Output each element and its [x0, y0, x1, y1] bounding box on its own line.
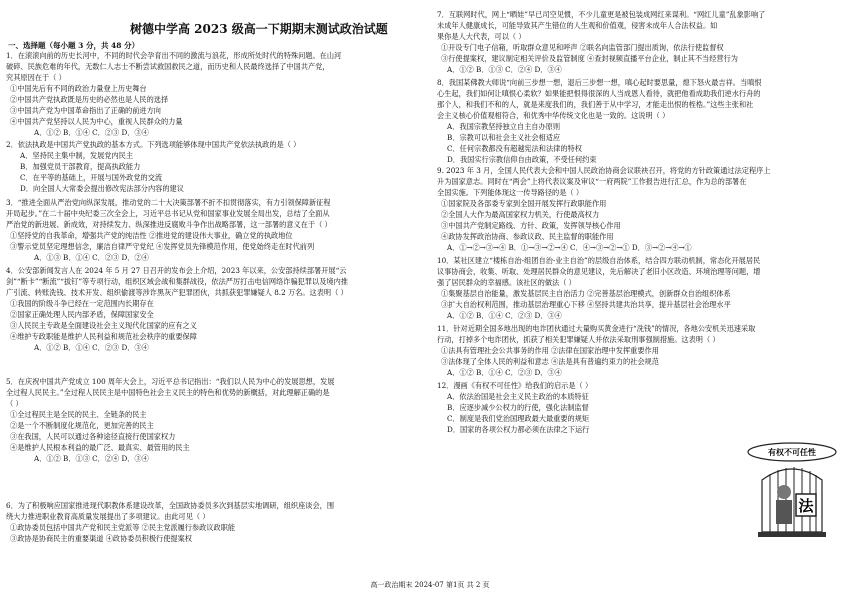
question-text: 11．针对近期全国多地出现的电诈团伙通过大量购买黄金进行“洗钱”的情况，各地公安机关迅速采取	[437, 324, 756, 333]
option: C．任何宗教都没有超越宪法和法律的特权	[447, 144, 582, 153]
question-text: 6．为了积极响应国家推进现代职教体系建设改革，全国政协委员多次到基层实地调研，组织座谈会，围	[6, 501, 335, 510]
statement: ①法具有管理社会公共事务的作用 ②法律在国家治理中发挥重要作用	[441, 346, 659, 355]
statement: ①中国先后有不同的政治力量登上历史舞台	[10, 84, 147, 93]
statement: ②是一个不断制度化规范化，更加完善的民主	[10, 421, 154, 430]
question-text: 严治党的新进展、新成效，对持续发力、纵深推进反腐败斗争作出战略部署，这一部署的意义在于（ ）	[6, 220, 332, 229]
option: A．依法治国是社会主义民主政治的本质特征	[447, 392, 589, 401]
question-text: 开局起步。”在二十届中央纪委三次全会上，习近平总书记从党和国家事业发展全局出发，总结了全面从	[6, 209, 330, 218]
statement: ④维护专政职能是维护人民利益和规范社会秩序的重要保障	[10, 332, 197, 341]
statement: ④是维护人民根本利益的最广泛、最真实、最管用的民主	[10, 443, 190, 452]
question-text: 1．在滚滚向前的历史长河中，不同的时代会孕育出不同的激流与浪花，形成所处时代的特殊问题。在山河	[6, 51, 342, 60]
statement: ③在我国，人民可以通过各种途径直接行使国家权力	[10, 432, 176, 441]
option: D．向全国人大常委会提出修改宪法部分内容的建议	[20, 184, 184, 193]
statement: ③人民民主专政是全面建设社会主义现代化国家的应有之义	[10, 321, 197, 330]
exam-title: 树德中学高 2023 级高一下期期末测试政治试题	[130, 22, 388, 36]
section-heading: 一、选择题（每小题 3 分，共 48 分）	[8, 41, 140, 50]
statement: ③警示党员坚定理想信念，廉洁自律严守党纪 ④发挥党员先锋模范作用，使党始终走在时代前列	[10, 242, 315, 251]
statement: ③中国共产党为中国革命指出了正确的前进方向	[10, 106, 161, 115]
question-text: 升为国家意志。同时在“两会”上将代表议案及审议“一府两院”工作报告进行汇总，作为总的部署在	[437, 177, 747, 186]
statement: ①集聚基层自治能量，激发基层民主自治活力 ②完善基层治理模式，创新群众自治组织体系	[441, 289, 731, 298]
question-text: 8．我国某佛教大师说“向前三步想一想，退后三步想一想，嗔心起时要思量，熄下怒火最吉祥。当嗔恨	[437, 78, 762, 87]
statement: ①全过程民主是全民的民主、全链条的民主	[10, 410, 147, 419]
option: C．在平等的基础上，开展与国外政党的交流	[20, 173, 163, 182]
answer-options: A．①② B．①③ C．②④ D．③④	[34, 454, 149, 463]
question-text: 3．“推进全面从严治党向纵深发展，推动党的二十大决策部署不折不扣贯彻落实，有力引领保障新征程	[6, 198, 331, 207]
question-text: 究其原因在于（ ）	[6, 73, 66, 82]
question-text: 9. 2023 年 3 月，全国人民代表大会和中国人民政治协商会议联袂召开，将党的方针政策通过法定程序上	[437, 166, 771, 175]
question-text: 破碎、民族危难的年代，无数仁人志士不断尝试救国救民之道，而历史和人民最终选择了中国共产党，	[6, 62, 330, 71]
question-text: 议事协商会，收集、听取、处理居民群众的意见建议，先后解决了老旧小区改造、环境治理等问题，增	[437, 267, 761, 276]
answer-options: A．①③ B．①④ C．②③ D．②④	[34, 253, 149, 262]
statement: ③政协是协商民主的重要渠道 ④政协委员积极行使提案权	[10, 534, 192, 543]
option: D．我国实行宗教信仰自由政策，不受任何约束	[447, 155, 597, 164]
question-text: 广引流、转账洗钱、技术开发、组织偷渡等涉诈黑灰产犯罪团伙，共抓获犯罪嫌疑人 8.2 万名。这表明（ ）	[6, 288, 348, 297]
question-text: 4．公安部新闻发言人在 2024 年 5 月 27 日召开的发布会上介绍，2023 年以来，公安部持续部署开展“云	[6, 266, 347, 275]
question-text: 绕大力推进职业教育高质量发展提出了多项建议。由此可见（ ）	[6, 512, 210, 521]
cartoon-drawing	[742, 440, 844, 540]
question-text: 5．在庆祝中国共产党成立 100 周年大会上，习近平总书记指出：“我们以人民为中心的发展思想，发展	[6, 377, 335, 386]
statement: ①国家院及各部委专家到全国开展发挥行政职能作用	[441, 199, 607, 208]
answer-options: A．①② B．①④ C．②③ D．③④	[34, 343, 149, 352]
statement: ①政协委员包括中国共产党和民主党派等 ②民主党派履行参政议政职能	[10, 523, 236, 532]
option: D．国家的各项公权力都必须在法律之下运行	[447, 425, 590, 434]
question-text: 10．某社区建立“楼栋自治-组团自治-业主自治”的层级自治体系，结合四方联动机制，常态化开展居民	[437, 256, 761, 265]
statement: ①我国的阶级斗争已经在一定范围内长期存在	[10, 299, 154, 308]
question-text: 心生起，我们如何让嗔恨心柔软？如果能把恨得很深的人当成恩人看待，就把他看成助我们逆水行舟的	[437, 89, 761, 98]
question-text: 那个人，和我们不和的人，就是来度我们的，我们善于从中学习，才能走出恨的桎梏。”这些主张和社	[437, 100, 754, 109]
page-footer: 高一政治期末 2024-07 第1页 共 2 页	[370, 581, 490, 589]
answer-options: A．①→②→③→④ B．①→③→②→④ C．④→③→②→① D．③→②→④→①	[447, 243, 692, 252]
statement: ④政协发挥政治协商、参政议政、民主监督的职能作用	[441, 232, 614, 241]
statement: ②全国人大作为最高国家权力机关，行使最高权力	[441, 210, 600, 219]
answer-options: A．①② B．①④ C．②③ D．③④	[447, 311, 562, 320]
statement: ③法体现了全体人民的利益和意志 ④法是具有普遍约束力的社会规范	[441, 357, 659, 366]
statement: ③行使提案权，建议制定相关评价及监管制度 ④查封视频直播平台企业，制止其不当经营行为	[441, 54, 738, 63]
answer-options: A．①② B．①④ C．②③ D．③④	[447, 368, 562, 377]
question-text: 7．互联网时代，网上“晒娃”早已司空见惯，不少儿童更是被包装成网红来谋利。“网红儿童”乱象影响了	[437, 10, 766, 19]
cartoon-law-character: 法	[798, 497, 814, 515]
statement: ①开设专门电子信箱，听取群众意见和呼声 ②联名向监管部门提出质询，依法行使监督权	[441, 43, 724, 52]
cartoon-sign-text: 有权不可任性	[768, 448, 816, 457]
option: A．坚持民主集中制，发展党内民主	[20, 151, 134, 160]
question-text: 全国实施。下列能体现这一传导路径的是（ ）	[437, 188, 584, 197]
question-text: 12．漫画《有权不可任性》给我们的启示是（ ）	[437, 381, 593, 390]
question-text: 剑”“断卡”“断流”“拔钉”等专项行动，组织区域会战和集群战役，依法严厉打击电信网络诈骗犯罪以及境内推	[6, 277, 348, 286]
option: B．宗教可以和社会主义社会相适应	[447, 133, 561, 142]
answer-options: A．①② B．①③ C．②④ D．③④	[447, 65, 562, 74]
question-text: 果你是人大代表，可以（ ）	[437, 32, 526, 41]
option: B．加强党员干部教育，提高执政能力	[20, 162, 141, 171]
question-text: 2．依法执政是中国共产党执政的基本方式。下列选项能够体现中国共产党依法执政的是（ ）	[6, 140, 301, 149]
statement: ④中国共产党坚持以人民为中心，重视人民群众的力量	[10, 117, 183, 126]
statement: ①坚持党的自我革命，增强共产党的纯洁性 ②推进党的建设伟大事业，确立党的执政地位	[10, 231, 293, 240]
question-text: 未成年人健康成长，可能导致其产生错位的人生观和价值观，侵害未成年人合法权益。如	[437, 21, 718, 30]
question-text: 强了居民群众的幸福感。该社区的做法（ ）	[437, 278, 576, 287]
statement: ②中国共产党执政既是历史的必然也是人民的选择	[10, 95, 169, 104]
question-text: 全过程人民民主。”全过程人民民主是中国特色社会主义民主的特色和优势的新概括，对此理解正确的是	[6, 388, 330, 397]
option: B．应逐步减少公权力的行使，强化法制监督	[447, 403, 589, 412]
question-text: （ ）	[6, 399, 23, 408]
option: C．制度是我们党治国理政最大最重要的规矩	[447, 414, 590, 423]
statement: ③扩大自治权利范围，推动基层治理重心下移 ④坚持共建共治共享，提升基层社会治理水平	[441, 300, 731, 309]
question-text: 会主义核心价值观相符合，和优秀中华传统文化也是一致的。这说明（ ）	[437, 111, 670, 120]
statement: ③中国共产党制定路线、方针、政策，发挥领导核心作用	[441, 221, 621, 230]
option: A．我国宗教坚持独立自主自办原则	[447, 122, 561, 131]
question-text: 行动，打掉多个电诈团伙，抓获了相关犯罪嫌疑人并依法采取刑事强制措施。这表明（ ）	[437, 335, 720, 344]
statement: ②国家正确处理人民内部矛盾，保障国家安全	[10, 310, 154, 319]
cartoon-illustration	[742, 440, 844, 540]
answer-options: A．①② B．①④ C．②③ D．③④	[34, 128, 149, 137]
